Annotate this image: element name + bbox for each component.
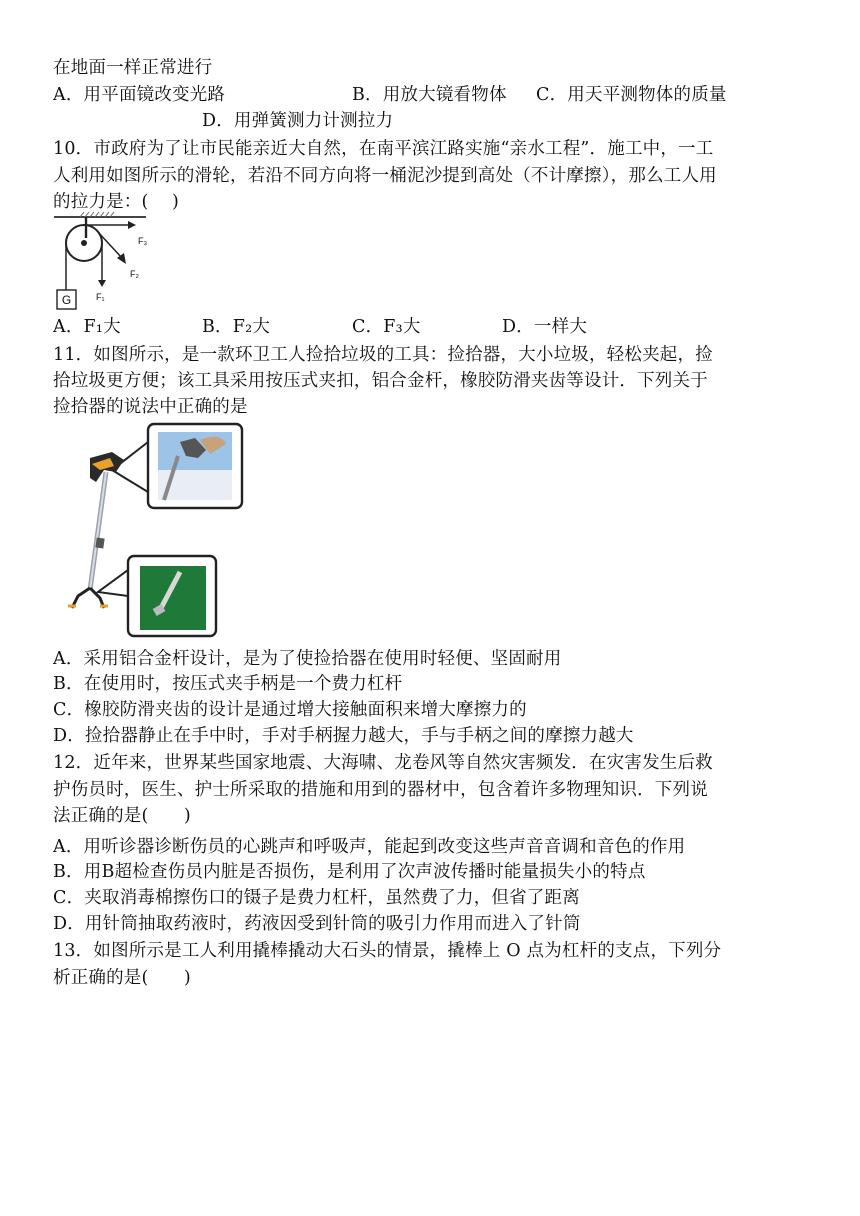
q10-stem-line2: 人利用如图所示的滑轮，若沿不同方向将一桶泥沙提到高处（不计摩擦），那么工人用 — [53, 166, 717, 186]
pulley-diagram — [50, 210, 160, 316]
q12-option-b: B．用B超检查伤员内脏是否损伤，是利用了次声波传播时能量损失小的特点 — [53, 862, 646, 882]
q10-option-c: C．F₃大 — [352, 317, 421, 337]
q13-stem-line2: 析正确的是( ) — [53, 968, 191, 988]
q9-option-b: B．用放大镜看物体 — [352, 85, 507, 105]
q11-stem-line1: 11．如图所示，是一款环卫工人捡拾垃圾的工具：捡拾器，大小垃圾，轻松夹起，捡 — [53, 345, 713, 365]
q12-stem-line1: 12．近年来，世界某些国家地震、大海啸、龙卷风等自然灾害频发．在灾害发生后救 — [53, 753, 713, 773]
q10-option-b: B．F₂大 — [202, 317, 271, 337]
jaw-photo — [140, 566, 206, 630]
label-f2: F₂ — [130, 269, 139, 279]
weight-label: G — [61, 293, 72, 307]
q9-option-a: A．用平面镜改变光路 — [53, 85, 226, 105]
q11-option-a: A．采用铝合金杆设计，是为了使捡拾器在使用时轻便、坚固耐用 — [53, 649, 562, 669]
q10-stem-line1: 10．市政府为了让市民能亲近大自然，在南平滨江路实施“亲水工程”．施工中，一工 — [53, 139, 714, 159]
q11-option-c: C．橡胶防滑夹齿的设计是通过增大接触面积来增大摩擦力的 — [53, 700, 527, 720]
q9-option-c: C．用天平测物体的质量 — [536, 85, 727, 105]
pulley-axle — [81, 240, 87, 246]
label-f3: F₃ — [138, 236, 148, 246]
q12-option-d: D．用针筒抽取药液时，药液因受到针筒的吸引力作用而进入了针筒 — [53, 914, 581, 934]
q12-option-c: C．夹取消毒棉擦伤口的镊子是费力杠杆，虽然费了力，但省了距离 — [53, 888, 580, 908]
q10-option-d: D．一样大 — [502, 317, 588, 337]
q10-option-a: A．F₁大 — [53, 317, 121, 337]
trash-picker-illustration — [60, 420, 250, 640]
q9-option-d: D．用弹簧测力计测拉力 — [202, 111, 394, 131]
q13-stem-line1: 13．如图所示是工人利用撬棒撬动大石头的情景，撬棒上 O 点为杠杆的支点，下列分 — [53, 941, 722, 961]
q12-stem-line2: 护伤员时，医生、护士所采取的措施和用到的器材中，包含着许多物理知识．下列说 — [53, 780, 708, 800]
q11-stem-line3: 捡拾器的说法中正确的是 — [53, 397, 248, 417]
callout-pointer-bottom — [98, 570, 128, 596]
q11-option-d: D．捡拾器静止在手中时，手对手柄握力越大，手与手柄之间的摩擦力越大 — [53, 726, 634, 746]
q11-stem-line2: 拾垃圾更方便；该工具采用按压式夹扣，铝合金杆，橡胶防滑夹齿等设计．下列关于 — [53, 371, 708, 391]
q12-option-a: A．用听诊器诊断伤员的心跳声和呼吸声，能起到改变这些声音音调和音色的作用 — [53, 837, 686, 857]
q11-option-b: B．在使用时，按压式夹手柄是一个费力杠杆 — [53, 674, 403, 694]
label-f1: F₁ — [96, 292, 105, 302]
q9-continuation: 在地面一样正常进行 — [53, 58, 213, 78]
q10-stem-line3: 的拉力是：( ) — [53, 192, 180, 212]
q12-stem-line3: 法正确的是( ) — [53, 806, 191, 826]
